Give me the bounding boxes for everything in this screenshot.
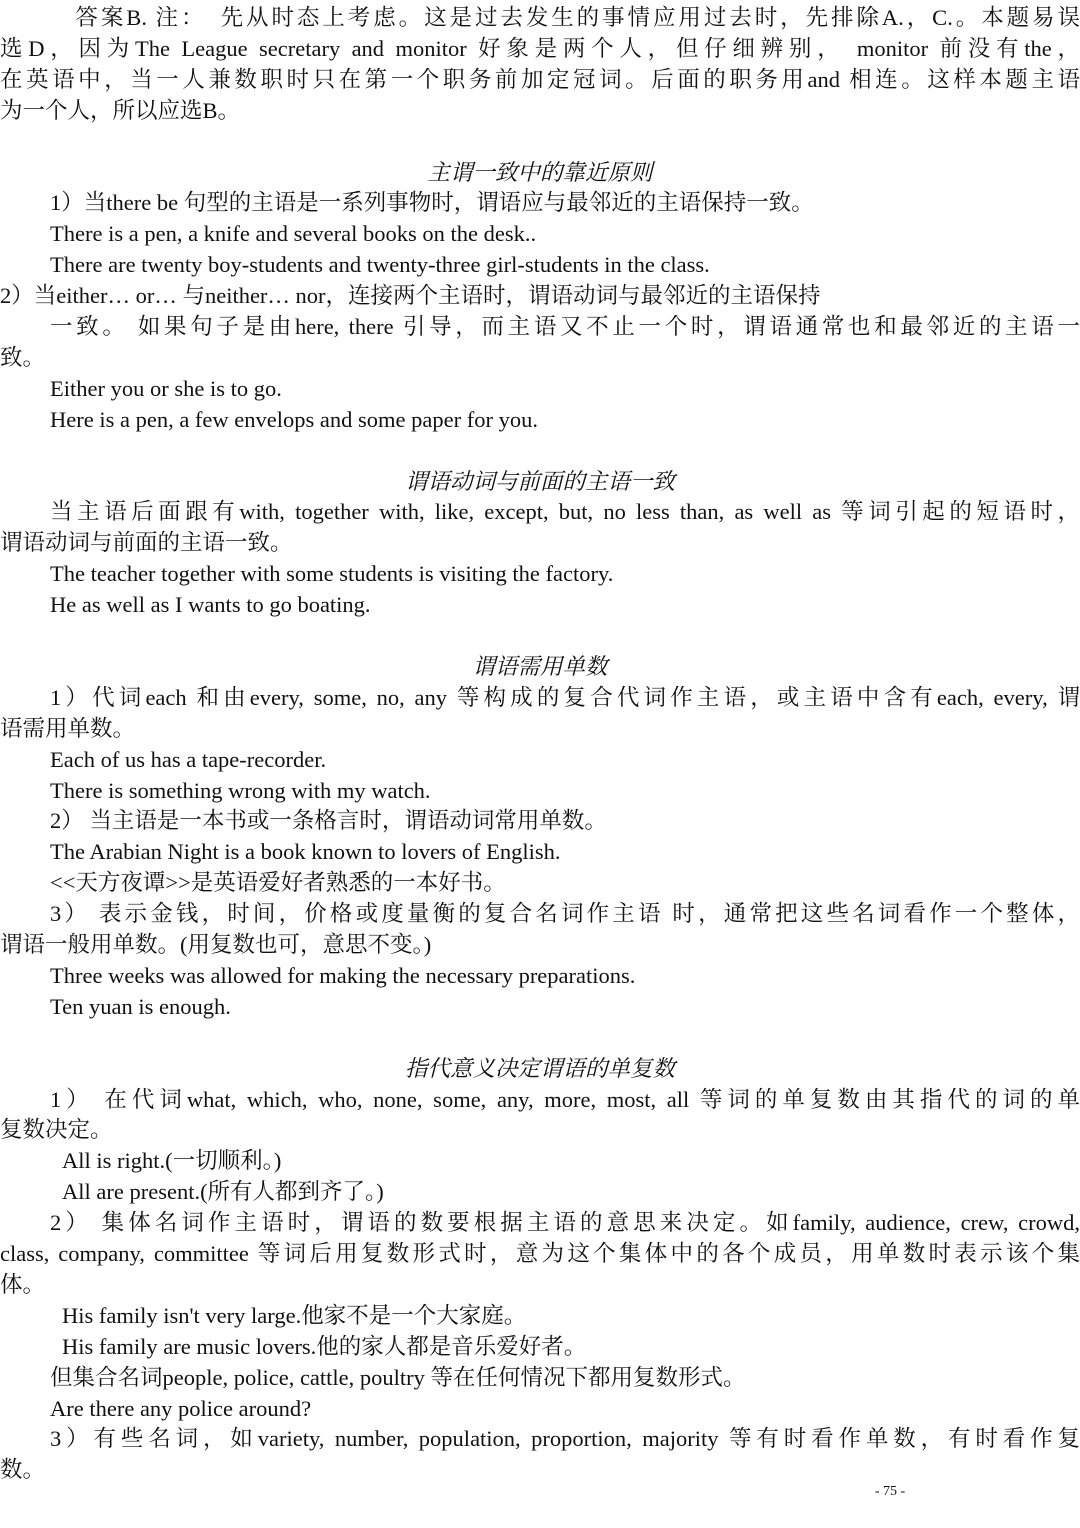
text-line: Three weeks was allowed for making the necessary preparations. bbox=[50, 962, 636, 988]
text-line: Ten yuan is enough. bbox=[50, 993, 231, 1019]
text-line: 谓语动词与前面的主语一致。 bbox=[0, 530, 293, 556]
text-line: 1）代词each 和由every, some, no, any 等构成的复合代词作主语，或主语中含有each, every, 谓 bbox=[50, 684, 1080, 710]
text-line: 谓语一般用单数。(用复数也可，意思不变。) bbox=[0, 932, 432, 957]
text-line: His family isn't very large.他家不是一个大家庭。 bbox=[62, 1302, 527, 1328]
text-line: <<天方夜谭>>是英语爱好者熟悉的一本好书。 bbox=[50, 870, 506, 896]
text-line bbox=[0, 126, 1080, 157]
text-line bbox=[0, 620, 1080, 651]
section-heading: 谓语动词与前面的主语一致 bbox=[404, 468, 675, 494]
text-line: 3） 表示金钱，时间，价格或度量衡的复合名词作主语 时，通常把这些名词看作一个整体， bbox=[50, 901, 1080, 927]
section-heading: 指代意义决定谓语的单复数 bbox=[404, 1055, 675, 1081]
text-line: His family are music lovers.他的家人都是音乐爱好者。 bbox=[62, 1333, 587, 1359]
text-line: Either you or she is to go. bbox=[50, 375, 282, 401]
text-line: There are twenty boy-students and twenty-three girl-students in the class. bbox=[50, 252, 710, 278]
section-heading: 谓语需用单数 bbox=[472, 653, 608, 679]
text-line bbox=[0, 435, 1080, 466]
text-line: All is right.(一切顺利。) bbox=[62, 1148, 282, 1174]
text-line bbox=[0, 1022, 1080, 1053]
text-line: Are there any police around? bbox=[50, 1395, 312, 1421]
text-line: 致。 bbox=[0, 344, 46, 370]
text-line: All are present.(所有人都到齐了。) bbox=[62, 1179, 384, 1205]
text-line: 答案B. 注： 先从时态上考虑。这是过去发生的事情应用过去时，先排除A.，C.。本题易误 bbox=[50, 5, 1080, 30]
text-line: class, company, committee 等词后用复数形式时，意为这个集体中的各个成员，用单数时表示该个集 bbox=[0, 1241, 1080, 1266]
text-line: 复数决定。 bbox=[0, 1117, 113, 1143]
text-line: 当主语后面跟有with, together with, like, except, but, no less than, as well as 等词引起的短语时， bbox=[50, 499, 1080, 525]
text-line: 但集合名词people, police, cattle, poultry 等在任何情况下都用复数形式。 bbox=[50, 1364, 746, 1390]
text-line: Each of us has a tape-recorder. bbox=[50, 746, 327, 772]
text-line: 为一个人，所以应选B。 bbox=[0, 97, 241, 123]
page-number: - 75 - bbox=[874, 1484, 906, 1499]
text-line: There is something wrong with my watch. bbox=[50, 777, 431, 803]
text-line: 1） 在代词what, which, who, none, some, any, more, most, all 等词的单复数由其指代的词的单 bbox=[50, 1086, 1080, 1112]
text-line: He as well as I wants to go boating. bbox=[50, 592, 371, 618]
text-line: 体。 bbox=[0, 1271, 46, 1297]
text-line: There is a pen, a knife and several books on the desk.. bbox=[50, 221, 537, 247]
text-line: 选D，因为The League secretary and monitor 好象是两个人，但仔细辨别， monitor 前没有the， bbox=[0, 35, 1080, 61]
text-line: 2）当either… or… 与neither… nor，连接两个主语时，谓语动词与最邻近的主语保持 bbox=[0, 283, 821, 309]
text-line: 在英语中，当一人兼数职时只在第一个职务前加定冠词。后面的职务用and 相连。这样本题主语 bbox=[0, 66, 1080, 92]
text-line: 一致。 如果句子是由here, there 引导，而主语又不止一个时，谓语通常也和最邻近的主语一 bbox=[50, 314, 1080, 339]
section-heading: 主谓一致中的靠近原则 bbox=[427, 159, 653, 185]
text-line: 2） 集体名词作主语时，谓语的数要根据主语的意思来决定。如family, audience, crew, crowd, bbox=[50, 1210, 1080, 1236]
text-line: 1）当there be 句型的主语是一系列事物时，谓语应与最邻近的主语保持一致。 bbox=[50, 190, 814, 216]
text-line: Here is a pen, a few envelops and some paper for you. bbox=[50, 406, 538, 432]
text-line: The teacher together with some students is visiting the factory. bbox=[50, 561, 614, 587]
text-line: 语需用单数。 bbox=[0, 715, 136, 741]
text-line: 数。 bbox=[0, 1457, 46, 1483]
text-line: 2） 当主语是一本书或一条格言时，谓语动词常用单数。 bbox=[50, 808, 607, 834]
text-line: 3）有些名词，如variety, number, population, proportion, majority 等有时看作单数，有时看作复 bbox=[50, 1426, 1080, 1452]
text-line: The Arabian Night is a book known to lovers of English. bbox=[50, 839, 561, 865]
